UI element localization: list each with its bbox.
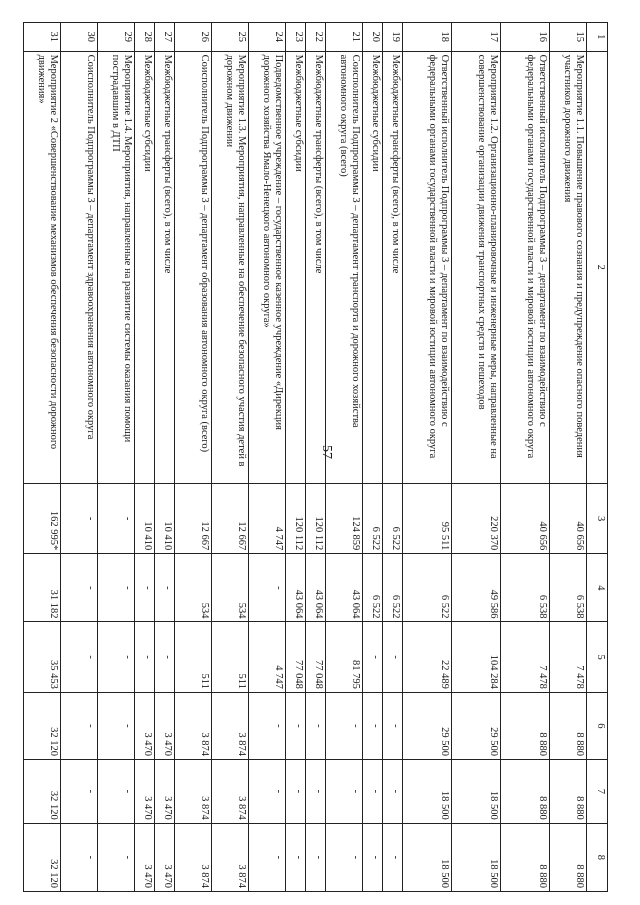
cell-col4: 6 522 — [383, 554, 403, 622]
table-row — [61, 23, 98, 892]
row-name: Ответственный исполнитель Подпрограммы 3 – департамент по взаимодействию с федеральными органами государственной власти и мировой юстиции автономного округа — [403, 51, 452, 483]
cell-col8: - — [383, 823, 403, 891]
cell-col5: - — [135, 622, 155, 692]
cell-col7: 18 500 — [452, 759, 501, 823]
cell-col4: 6 538 — [550, 554, 587, 622]
cell-col5: - — [383, 622, 403, 692]
table-body — [24, 23, 587, 892]
table-row — [306, 23, 326, 892]
cell-col6: - — [286, 692, 306, 759]
table-row — [501, 23, 550, 892]
cell-col6: - — [326, 692, 363, 759]
table-row — [175, 23, 212, 892]
cell-col4: - — [135, 554, 155, 622]
row-number: 26 — [175, 23, 212, 52]
budget-table — [23, 22, 608, 892]
table-row — [24, 23, 61, 892]
row-number: 25 — [212, 23, 249, 52]
column-header: 1 — [587, 23, 608, 52]
cell-col7: 18 500 — [403, 759, 452, 823]
page-number: 57 — [319, 445, 334, 459]
cell-total: 10 410 — [155, 483, 175, 553]
cell-col5: - — [155, 622, 175, 692]
cell-col8: - — [249, 823, 286, 891]
row-number: 16 — [501, 23, 550, 52]
table-row — [249, 23, 286, 892]
row-name: Межбюджетные субсидии — [363, 51, 383, 483]
cell-col6: - — [363, 692, 383, 759]
cell-col8: 3 470 — [155, 823, 175, 891]
table-row — [155, 23, 175, 892]
row-name: Межбюджетные субсидии — [135, 51, 155, 483]
cell-col8: 3 874 — [175, 823, 212, 891]
cell-col6: - — [98, 692, 135, 759]
row-number: 22 — [306, 23, 326, 52]
cell-col6: 3 874 — [175, 692, 212, 759]
cell-col6: 3 874 — [212, 692, 249, 759]
cell-col6: 3 470 — [135, 692, 155, 759]
cell-col7: - — [383, 759, 403, 823]
cell-col5: - — [363, 622, 383, 692]
cell-total: 12 667 — [212, 483, 249, 553]
cell-col4: 534 — [175, 554, 212, 622]
column-header: 4 — [587, 554, 608, 622]
cell-total: 120 112 — [306, 483, 326, 553]
row-name: Межбюджетные трансферты (всего), в том числе — [155, 51, 175, 483]
cell-col7: 3 470 — [155, 759, 175, 823]
row-name: Мероприятие 1.1. Повышение правового сознания и предупреждение опасного поведения участников дорожного движения — [550, 51, 587, 483]
row-number: 31 — [24, 23, 61, 52]
row-name: Ответственный исполнитель Подпрограммы 3 – департамент по взаимодействию с федеральными органами государственной власти и мировой юстиции автономного округа — [501, 51, 550, 483]
cell-total: 40 656 — [550, 483, 587, 553]
row-number: 17 — [452, 23, 501, 52]
cell-total: 162 995* — [24, 483, 61, 553]
cell-col4: 43 064 — [286, 554, 306, 622]
cell-col6: 32 120 — [24, 692, 61, 759]
cell-col8: 3 470 — [135, 823, 155, 891]
cell-col8: - — [61, 823, 98, 891]
table-row — [363, 23, 383, 892]
column-header: 5 — [587, 622, 608, 692]
table-row — [383, 23, 403, 892]
cell-col4: - — [249, 554, 286, 622]
row-name: Подведомственное учреждение – государственное казенное учреждение «Дирекция дорожного хозяйства Ямало-Ненецкого автономного округа» — [249, 51, 286, 483]
row-name: Соисполнитель Подпрограммы 3 – департамент транспорта и дорожного хозяйства автономного округа (всего) — [326, 51, 363, 483]
cell-col5: 22 489 — [403, 622, 452, 692]
cell-col5: - — [98, 622, 135, 692]
column-header: 8 — [587, 823, 608, 891]
cell-col5: 511 — [212, 622, 249, 692]
row-number: 30 — [61, 23, 98, 52]
cell-col7: 3 874 — [212, 759, 249, 823]
cell-col4: 6 522 — [403, 554, 452, 622]
cell-col7: - — [286, 759, 306, 823]
cell-col4: 6 522 — [363, 554, 383, 622]
cell-col6: 29 500 — [452, 692, 501, 759]
row-name: Мероприятие 1.4. Мероприятия, направленные на развитие системы оказания помощи пострадавшим в ДТП — [98, 51, 135, 483]
row-number: 29 — [98, 23, 135, 52]
row-number: 24 — [249, 23, 286, 52]
cell-col7: - — [61, 759, 98, 823]
table-row — [212, 23, 249, 892]
row-number: 18 — [403, 23, 452, 52]
table-viewport — [35, 22, 608, 892]
cell-total: 4 747 — [249, 483, 286, 553]
table-row — [286, 23, 306, 892]
row-number: 21 — [326, 23, 363, 52]
cell-col7: - — [249, 759, 286, 823]
cell-col6: - — [383, 692, 403, 759]
cell-col8: 8 880 — [550, 823, 587, 891]
cell-col8: 3 874 — [212, 823, 249, 891]
table-row — [403, 23, 452, 892]
cell-col7: - — [363, 759, 383, 823]
cell-total: - — [61, 483, 98, 553]
row-number: 19 — [383, 23, 403, 52]
rotated-table-container — [35, 22, 608, 892]
table-row — [98, 23, 135, 892]
cell-col5: 104 284 — [452, 622, 501, 692]
column-header: 7 — [587, 759, 608, 823]
cell-total: 6 522 — [363, 483, 383, 553]
cell-col5: - — [61, 622, 98, 692]
cell-col4: 6 538 — [501, 554, 550, 622]
table-row — [550, 23, 587, 892]
row-name: Межбюджетные субсидии — [286, 51, 306, 483]
cell-col8: - — [98, 823, 135, 891]
cell-col4: 31 182 — [24, 554, 61, 622]
cell-col4: 534 — [212, 554, 249, 622]
table-row — [326, 23, 363, 892]
row-number: 20 — [363, 23, 383, 52]
table-row — [135, 23, 155, 892]
cell-total: 10 410 — [135, 483, 155, 553]
cell-col7: 8 880 — [550, 759, 587, 823]
cell-col8: 32 120 — [24, 823, 61, 891]
cell-col6: 8 880 — [550, 692, 587, 759]
cell-col4: - — [98, 554, 135, 622]
row-number: 28 — [135, 23, 155, 52]
column-header: 3 — [587, 483, 608, 553]
cell-col4: 43 064 — [306, 554, 326, 622]
cell-total: 124 859 — [326, 483, 363, 553]
cell-col5: 7 478 — [501, 622, 550, 692]
table-row — [452, 23, 501, 892]
row-name: Мероприятие 2 «Совершенствование механизмов обеспечения безопасности дорожного движения» — [24, 51, 61, 483]
cell-total: 220 370 — [452, 483, 501, 553]
row-name: Мероприятие 1.3. Мероприятия, направленные на обеспечение безопасного участия детей в дорожном движении — [212, 51, 249, 483]
cell-col5: 35 453 — [24, 622, 61, 692]
cell-col7: 3 874 — [175, 759, 212, 823]
cell-col8: - — [363, 823, 383, 891]
row-number: 23 — [286, 23, 306, 52]
row-name: Межбюджетные трансферты (всего), в том числе — [306, 51, 326, 483]
row-name: Межбюджетные трансферты (всего), в том числе — [383, 51, 403, 483]
cell-col8: - — [326, 823, 363, 891]
cell-total: 12 667 — [175, 483, 212, 553]
cell-total: 120 112 — [286, 483, 306, 553]
cell-col5: 7 478 — [550, 622, 587, 692]
cell-col7: 8 880 — [501, 759, 550, 823]
cell-col4: 43 064 — [326, 554, 363, 622]
row-number: 27 — [155, 23, 175, 52]
row-number: 15 — [550, 23, 587, 52]
cell-col8: 18 500 — [403, 823, 452, 891]
cell-col7: 32 120 — [24, 759, 61, 823]
cell-col4: - — [155, 554, 175, 622]
row-name: Соисполнитель Подпрограммы 3 – департамент здравоохранения автономного округа — [61, 51, 98, 483]
cell-col5: 77 048 — [286, 622, 306, 692]
cell-col7: - — [98, 759, 135, 823]
cell-col4: 49 586 — [452, 554, 501, 622]
cell-col8: 8 880 — [501, 823, 550, 891]
column-header: 2 — [587, 51, 608, 483]
cell-col5: 511 — [175, 622, 212, 692]
cell-col5: 81 795 — [326, 622, 363, 692]
cell-col6: - — [306, 692, 326, 759]
cell-col7: 3 470 — [135, 759, 155, 823]
cell-col8: 18 500 — [452, 823, 501, 891]
column-header: 6 — [587, 692, 608, 759]
cell-col8: - — [286, 823, 306, 891]
cell-col6: 3 470 — [155, 692, 175, 759]
row-name: Мероприятие 1.2. Организационно-планировочные и инженерные меры, направленные на совершенствование организации движения транспортных средств и пешеходов — [452, 51, 501, 483]
cell-col5: 77 048 — [306, 622, 326, 692]
cell-col6: 29 500 — [403, 692, 452, 759]
cell-total: - — [98, 483, 135, 553]
cell-col7: - — [326, 759, 363, 823]
row-name: Соисполнитель Подпрограммы 3 – департамент образования автономного округа (всего) — [175, 51, 212, 483]
cell-col7: - — [306, 759, 326, 823]
cell-total: 95 511 — [403, 483, 452, 553]
cell-col6: 8 880 — [501, 692, 550, 759]
cell-total: 40 656 — [501, 483, 550, 553]
cell-col6: - — [249, 692, 286, 759]
cell-col5: 4 747 — [249, 622, 286, 692]
cell-col4: - — [61, 554, 98, 622]
cell-total: 6 522 — [383, 483, 403, 553]
table-header-row — [587, 23, 608, 892]
cell-col8: - — [306, 823, 326, 891]
cell-col6: - — [61, 692, 98, 759]
